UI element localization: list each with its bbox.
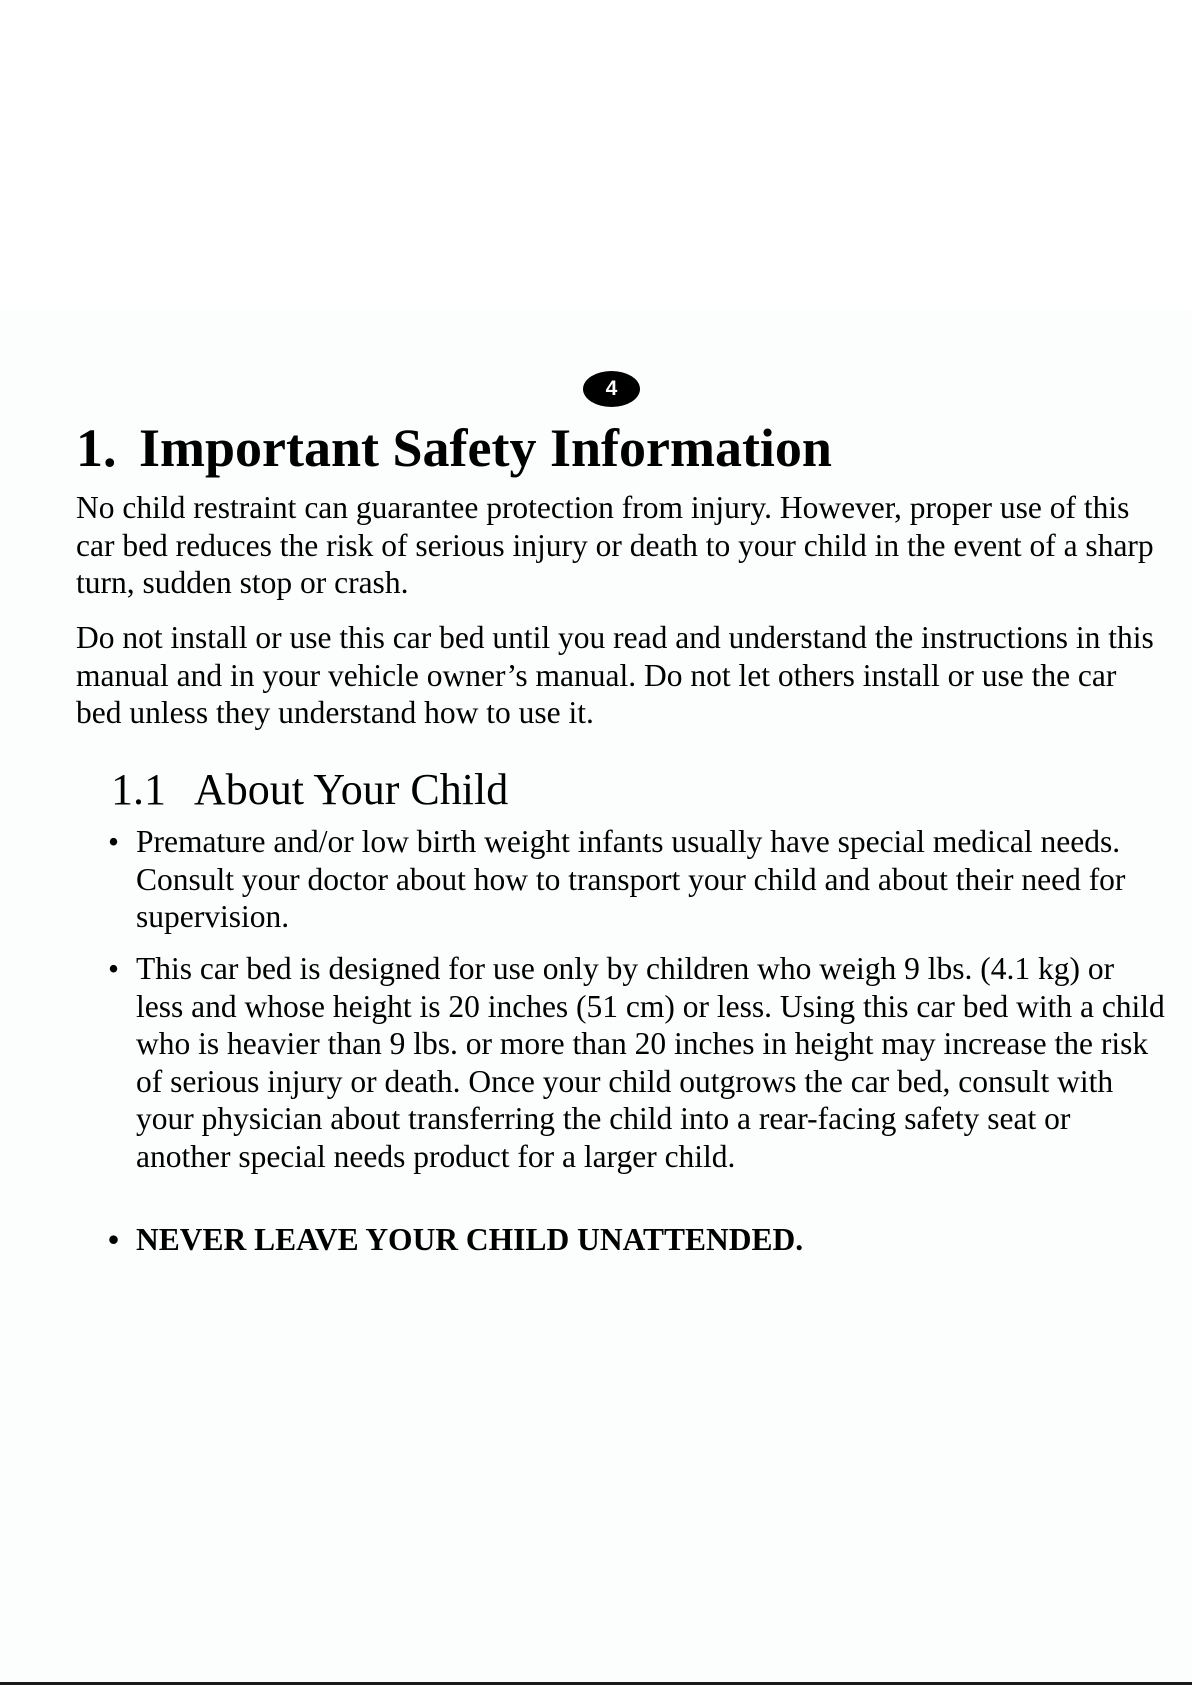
subsection-number: 1.1 [111, 765, 166, 814]
section-number: 1. [76, 418, 117, 478]
instructions-paragraph: Do not install or use this car bed until you read and understand the instructions in this manual and in your vehicle owner’s manual. Do not let others install or use the car bed unless they understand how to use it. [76, 620, 1154, 730]
bullet-icon: • [108, 1222, 120, 1257]
list-item-text: Premature and/or low birth weight infants usually have special medical needs. Consult your doctor about how to transport your child and about their need for supervision. [136, 824, 1126, 934]
section-title [76, 416, 832, 480]
subsection-title-text: About Your Child [194, 765, 509, 814]
intro-paragraph: No child restraint can guarantee protection from injury. However, proper use of this car bed reduces the risk of serious injury or death to your child in the event of a sharp turn, sudden stop or crash. [76, 490, 1154, 600]
list-item [108, 823, 1168, 936]
bullet-icon: • [108, 951, 120, 986]
bullet-icon: • [108, 824, 120, 859]
section-title-text: Important Safety Information [139, 418, 832, 478]
list-item-text: This car bed is designed for use only by children who weigh 9 lbs. (4.1 kg) or less and whose height is 20 inches (51 cm) or less. Using this car bed with a child who is heavier than 9 lbs. or more than 20 inches in height may increase the risk of serious injury or death. Once your child outgrows the car bed, consult with your physician about transferring the child into a rear-facing safety seat or another special needs product for a larger child. [136, 951, 1165, 1174]
list-item-warning [108, 1221, 1168, 1259]
page-number-badge: 4 [583, 371, 640, 407]
warning-text: NEVER LEAVE YOUR CHILD UNATTENDED. [136, 1222, 804, 1257]
subsection-title [111, 763, 508, 817]
list-item [108, 950, 1168, 1175]
